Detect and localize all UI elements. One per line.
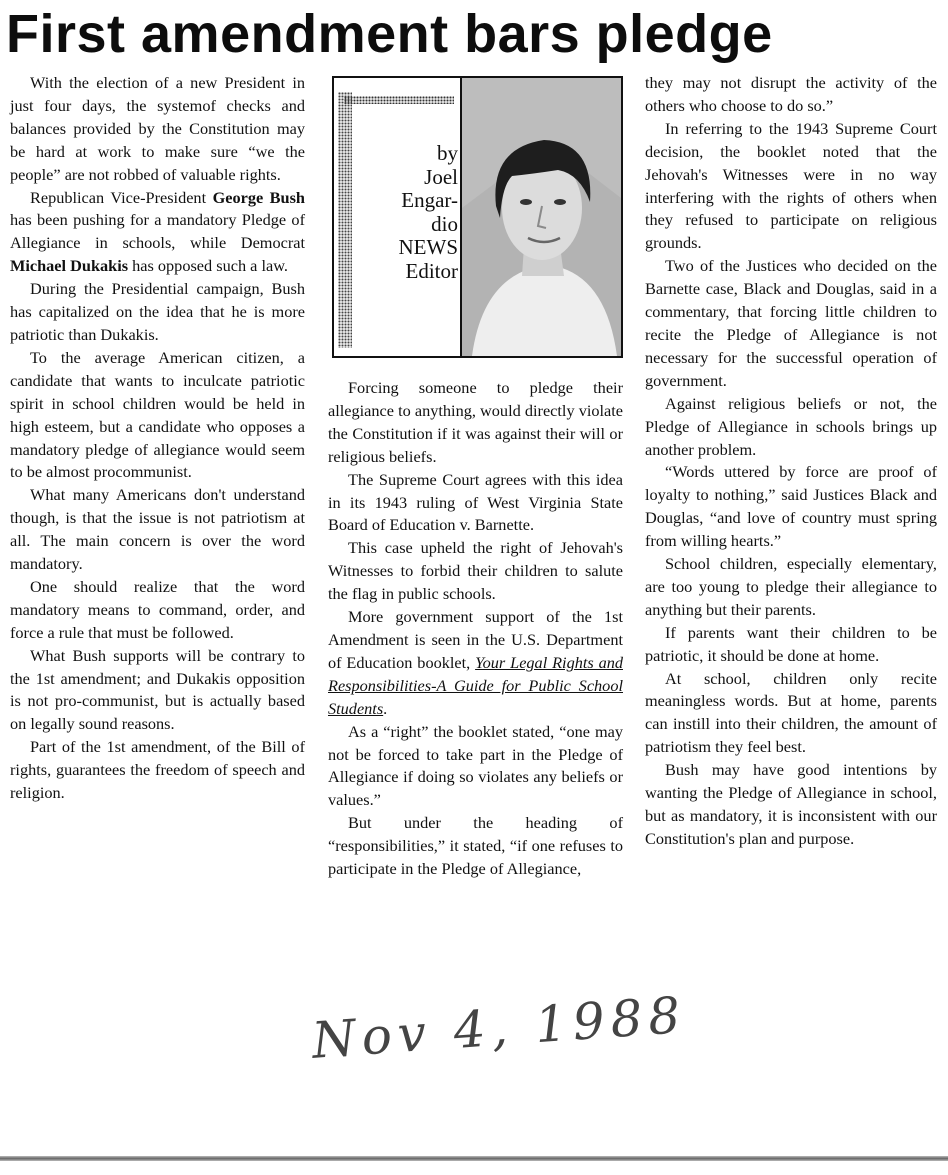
handwritten-date: Nov 4, 1988 (310, 985, 688, 1070)
paragraph: “Words uttered by force are proof of loyalty to nothing,” said Justices Black and Douglas, “and love of country must spring from willing hearts.” (645, 462, 937, 551)
article-column-3 (645, 72, 937, 851)
article-column-1 (10, 72, 305, 805)
paragraph: During the Presidential campaign, Bush has capitalized on the idea that he is more patriotic than Dukakis. (10, 279, 305, 344)
paragraph: Forcing someone to pledge their allegiance to anything, would directly violate the Constitution if it was against their will or religious beliefs. (328, 378, 623, 466)
byline-box (332, 76, 623, 358)
paragraph: One should realize that the word mandatory means to command, order, and force a rule that must be followed. (10, 576, 305, 642)
page-edge (0, 1156, 948, 1161)
paragraph: But under the heading of “responsibilities,” it stated, “if one refuses to participate in the Pledge of Allegiance, (328, 813, 623, 879)
paragraph: What Bush supports will be contrary to the 1st amendment; and Dukakis opposition is not pro-communist, but is actually based on legally sound reasons. (10, 645, 305, 734)
paragraph: If parents want their children to be patriotic, it should be done at home. (645, 622, 937, 665)
paragraph: This case upheld the right of Jehovah's Witnesses to forbid their children to salute the flag in public schools. (328, 538, 623, 604)
paragraph: they may not disrupt the activity of the others who choose to do so.” (645, 73, 937, 115)
paragraph: What many Americans don't understand though, is that the issue is not patriotism at all. The main concern is over the word mandatory. (10, 485, 305, 574)
paragraph: The Supreme Court agrees with this idea in its 1943 ruling of West Virginia State Board of Education v. Barnette. (328, 469, 623, 535)
paragraph: To the average American citizen, a candidate that wants to inculcate patriotic spirit in school children would be held in high esteem, but a candidate who opposes a mandatory pledge of allegiance would seem to be almost procommunist. (10, 347, 305, 482)
paragraph: At school, children only recite meaningless words. But at home, parents can instill into their children, the amount of patriotism they feel best. (645, 668, 937, 757)
paragraph: School children, especially elementary, are too young to pledge their allegiance to anything but their parents. (645, 554, 937, 619)
stipple-rule-top (344, 96, 454, 104)
name-bush: George Bush (212, 187, 305, 207)
paragraph: As a “right” the booklet stated, “one may not be forced to take part in the Pledge of Allegiance if doing so violates any beliefs or values.” (328, 721, 623, 810)
paragraph: In referring to the 1943 Supreme Court decision, the booklet noted that the Jehovah's Witnesses were in no way interfering with the rights of others when they refused to participate on religious grounds. (645, 118, 937, 253)
paragraph: Bush may have good intentions by wanting the Pledge of Allegiance in school, but as mandatory, it is inconsistent with our Constitution's plan and purpose. (645, 760, 937, 848)
paragraph: Republican Vice-President George Bush has been pushing for a mandatory Pledge of Allegiance in schools, while Democrat Michael Dukakis has opposed such a law. (10, 187, 305, 276)
byline: by Joel Engar- dio NEWS Editor (398, 141, 458, 283)
paragraph: With the election of a new President in just four days, the systemof checks and balances provided by the Constitution may be hard at work to make sure “we the people” are not robbed of valuable rights. (10, 73, 305, 184)
paragraph: Part of the 1st amendment, of the Bill of rights, guarantees the freedom of speech and religion. (10, 737, 305, 803)
article-column-2 (328, 377, 623, 881)
paragraph: Against religious beliefs or not, the Pledge of Allegiance in schools brings up another problem. (645, 393, 937, 459)
author-photo (462, 78, 621, 356)
booklet-title: Your Legal Rights and Responsibilities-A Guide for Public School Students (328, 652, 623, 718)
name-dukakis: Michael Dukakis (10, 256, 129, 276)
stipple-rule (338, 92, 352, 348)
paragraph: Two of the Justices who decided on the Barnette case, Black and Douglas, said in a commentary, that forcing little children to recite the Pledge of Allegiance is not necessary for the successful operation of government. (645, 256, 937, 390)
headline: First amendment bars pledge (6, 4, 773, 64)
paragraph: More government support of the 1st Amendment is seen in the U.S. Department of Education booklet, Your Legal Rights and Responsibilities-A Guide for Public School Students. (328, 607, 623, 718)
